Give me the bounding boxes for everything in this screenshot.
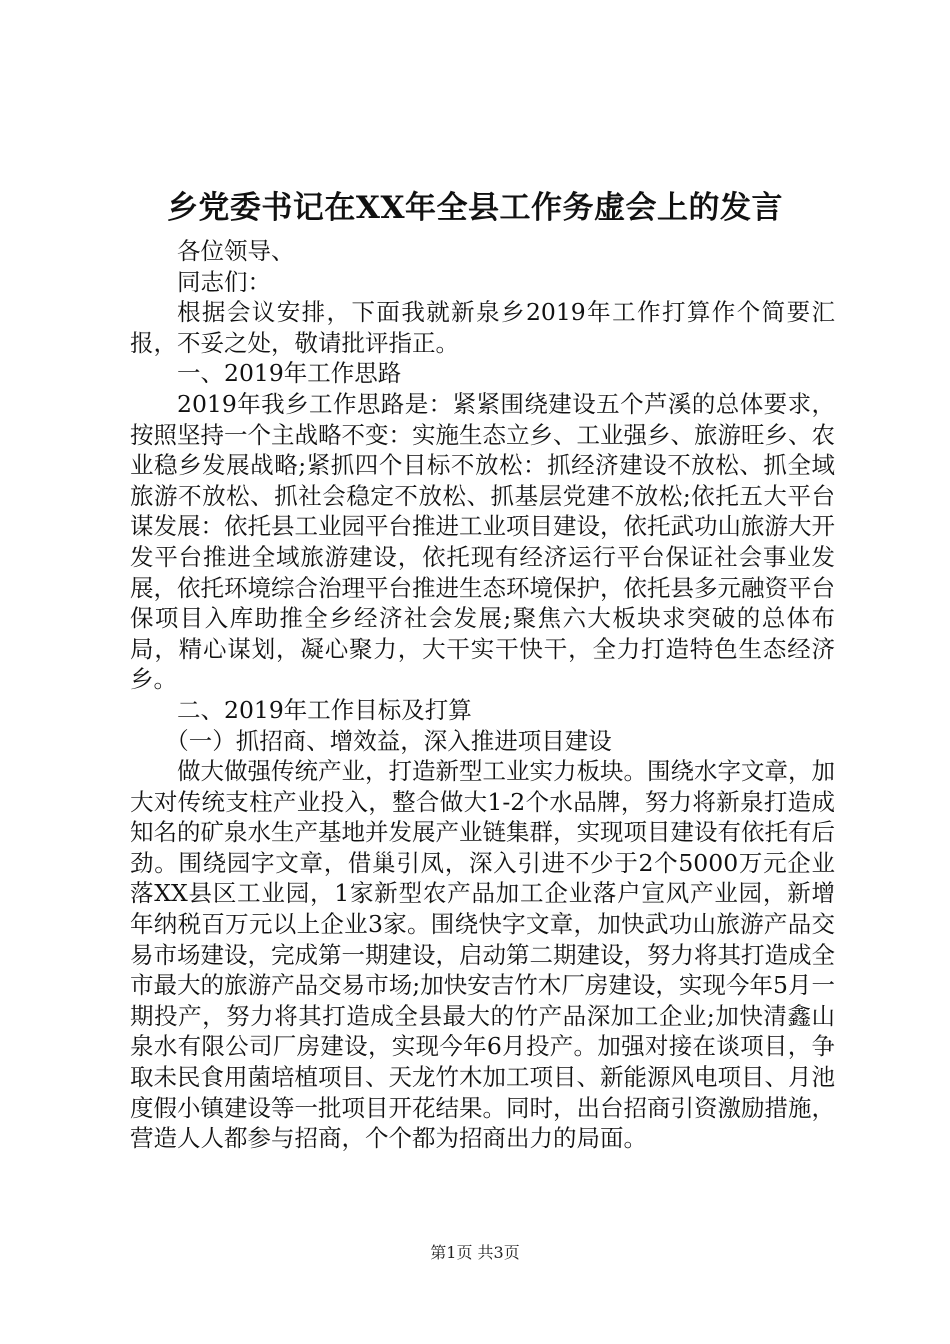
document-body xyxy=(130,236,835,1154)
intro-paragraph: 根据会议安排，下面我就新泉乡2019年工作打算作个简要汇报，不妥之处，敬请批评指正。 xyxy=(130,298,835,357)
salutation-comrades: 同志们： xyxy=(177,267,271,296)
section-heading-2: 二、2019年工作目标及打算 xyxy=(177,695,472,724)
salutation-leaders: 各位领导、 xyxy=(177,237,295,265)
page-number-footer: 第1页 共3页 xyxy=(430,1243,520,1262)
section-heading-1: 一、2019年工作思路 xyxy=(177,359,402,388)
work-ideas-paragraph: 2019年我乡工作思路是：紧紧围绕建设五个芦溪的总体要求，按照坚持一个主战略不变：实施生态立乡、工业强乡、旅游旺乡、农业稳乡发展战略;紧抓四个目标不放松：抓经济建设不放松、抓全域旅游不放松、抓社会稳定不放松、抓基层党建不放松;依托五大平台谋发展：依托县工业园平台推进工业项目建设，依托武功山旅游大开发平台推进全域旅游建设，依托现有经济运行平台保证社会事业发展，依托环境综合治理平台推进生态环境保护，依托县多元融资平台保项目入库助推全乡经济社会发展;聚焦六大板块求突破的总体布局，精心谋划，凝心聚力，大干实干快干，全力打造特色生态经济乡。 xyxy=(130,389,835,694)
document-title: 乡党委书记在XX年全县工作务虚会上的发言 xyxy=(166,190,784,226)
industry-paragraph: 做大做强传统产业，打造新型工业实力板块。围绕水字文章，加大对传统支柱产业投入，整合做大1-2个水品牌，努力将新泉打造成知名的矿泉水生产基地并发展产业链集群，实现项目建设有依托有后劲。围绕园字文章，借巢引凤，深入引进不少于2个5000万元企业落XX县区工业园，1家新型农产品加工企业落户宣风产业园，新增年纳税百万元以上企业3家。围绕快字文章，加快武功山旅游产品交易市场建设，完成第一期建设，启动第二期建设，努力将其打造成全市最大的旅游产品交易市场;加快安吉竹木厂房建设，实现今年5月一期投产，努力将其打造成全县最大的竹产品深加工企业;加快清鑫山泉水有限公司厂房建设，实现今年6月投产。加强对接在谈项目，争取未民食用菌培植项目、天龙竹木加工项目、新能源风电项目、月池度假小镇建设等一批项目开花结果。同时，出台招商引资激励措施，营造人人都参与招商，个个都为招商出力的局面。 xyxy=(130,757,835,1153)
subsection-heading-1: （一）抓招商、增效益，深入推进项目建设 xyxy=(165,726,612,755)
